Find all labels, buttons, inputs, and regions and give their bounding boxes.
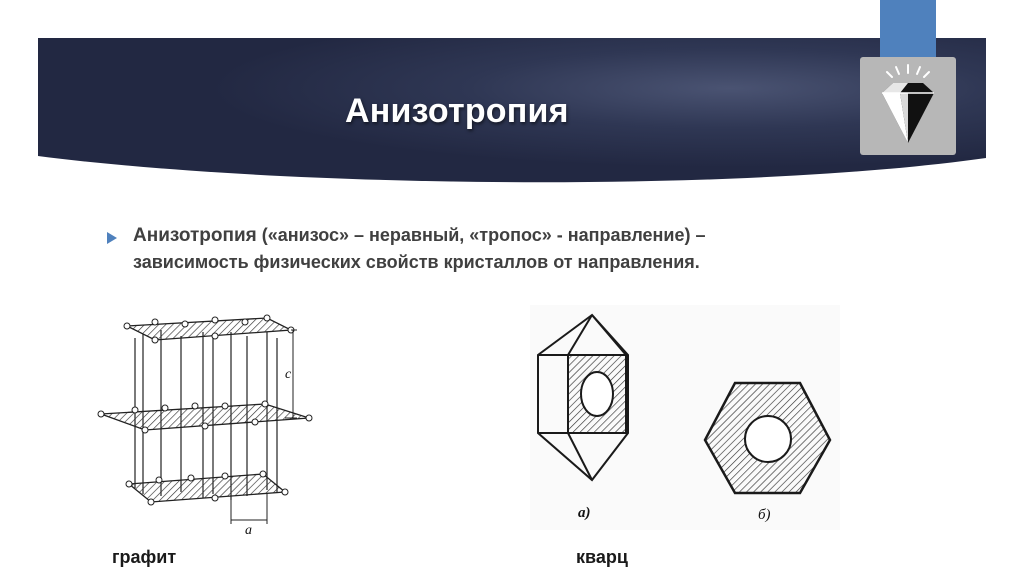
graphite-caption: графит	[112, 547, 177, 567]
quartz-caption: кварц	[576, 547, 628, 567]
definition-rest: («анизос» – неравный, «тропос» - направление) – зависимость физических свойств кристаллов от направления.	[133, 225, 706, 272]
triangle-bullet-icon	[107, 232, 117, 244]
slide-title: Анизотропия	[345, 92, 569, 130]
logo-badge	[860, 57, 956, 155]
graphite-structure-figure	[95, 310, 315, 540]
quartz-crystal-figure	[530, 305, 840, 530]
quartz-label-a: а)	[578, 505, 591, 521]
graphite-label-c: c	[285, 367, 292, 382]
quartz-label-b: б)	[758, 507, 771, 523]
graphite-label-a: a	[245, 523, 252, 538]
definition-text	[133, 222, 793, 275]
definition-term: Анизотропия	[133, 225, 257, 246]
diamond-icon	[860, 57, 956, 155]
